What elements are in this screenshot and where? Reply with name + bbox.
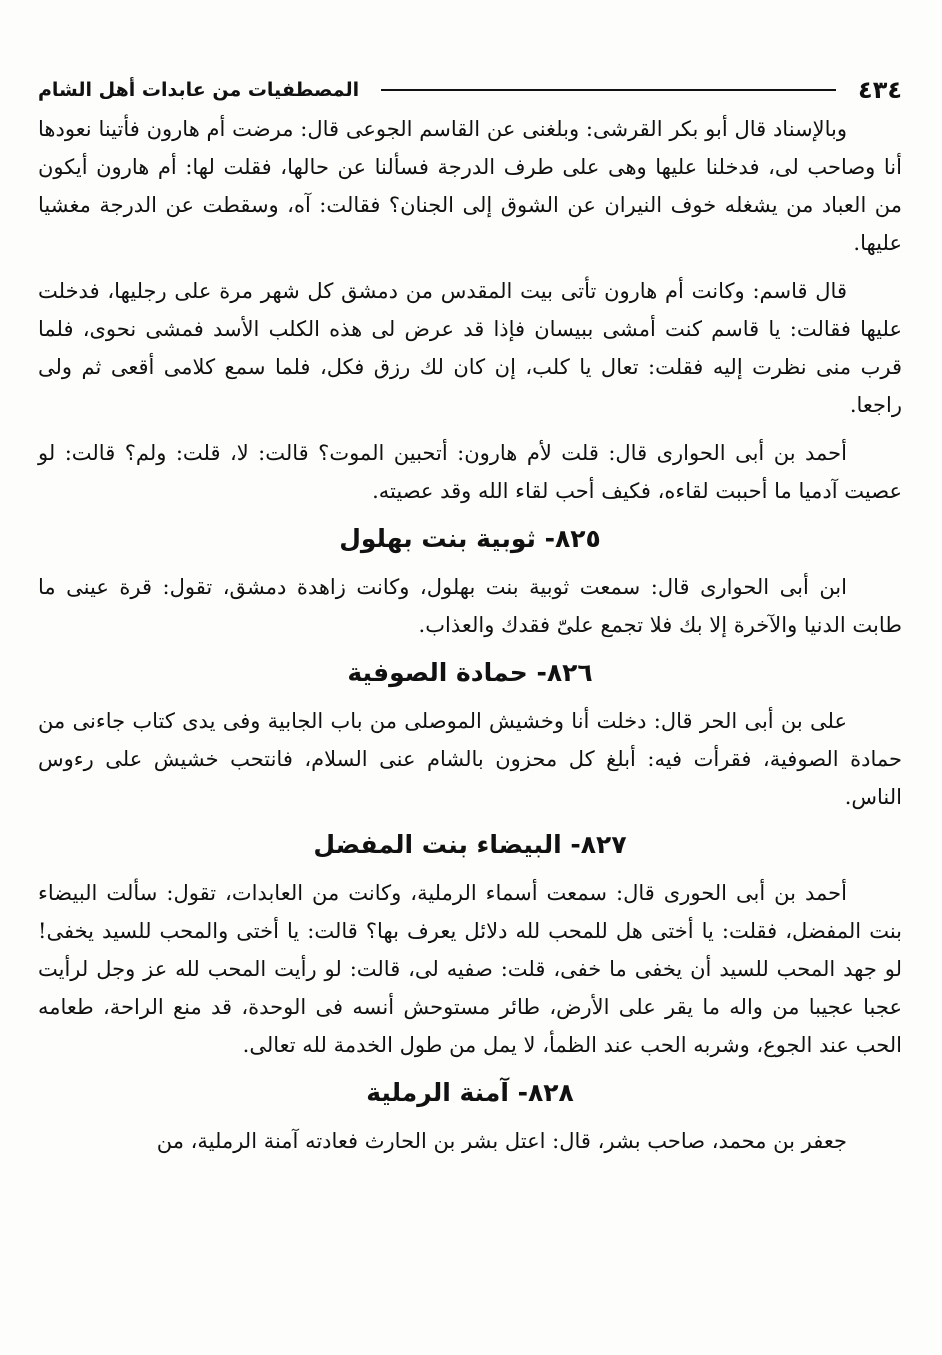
entry-heading: ٨٢٥- ثوبية بنت بهلول bbox=[339, 524, 601, 553]
entry-heading: ٨٢٨- آمنة الرملية bbox=[366, 1078, 574, 1107]
entry-heading: ٨٢٦- حمادة الصوفية bbox=[347, 658, 593, 687]
entry-heading: ٨٢٧- البيضاء بنت المفضل bbox=[313, 830, 627, 859]
text-paragraph: جعفر بن محمد، صاحب بشر، قال: اعتل بشر بن الحارث فعادته آمنة الرملية، من bbox=[156, 1129, 847, 1153]
text-paragraph: على بن أبى الحر قال: دخلت أنا وخشيش الموصلى من باب الجابية وفى يدى كتاب جاءنى من حمادة الصوفية، فقرأت فيه: أبلغ كل محزون بالشام عنى السلام، فانتحب خشيش على رءوس الناس. bbox=[38, 709, 902, 809]
text-paragraph: ابن أبى الحوارى قال: سمعت ثوبية بنت بهلول، وكانت زاهدة دمشق، تقول: قرة عينى ما طابت الدنيا والآخرة إلا بك فلا تجمع علىّ فقدك والعذاب. bbox=[38, 575, 902, 637]
page-number: ٤٣٤ bbox=[858, 76, 902, 104]
text-paragraph: أحمد بن أبى الحورى قال: سمعت أسماء الرملية، وكانت من العابدات، تقول: سألت البيضاء بنت المفضل، فقلت: يا أختى هل للمحب لله دلائل يعرف بها؟ قالت: يا أختى والمحب للسيد يخفى! لو جهد المحب للسيد أن يخفى ما خفى، قلت: صفيه لى، قالت: لو رأيت المحب لله عز وجل لرأيت عجبا عجيبا من واله ما يقر على الأرض، طائر مستوحش أنسه فى الوحدة، قد منع الراحة، طعامه الحب عند الجوع، وشربه الحب عند الظمأ، لا يمل من طول الخدمة لله تعالى. bbox=[38, 881, 902, 1057]
text-paragraph: أحمد بن أبى الحوارى قال: قلت لأم هارون: أتحبين الموت؟ قالت: لا، قلت: ولم؟ قالت: لو عصيت آدميا ما أحببت لقاءه، فكيف أحب لقاء الله وقد عصيته. bbox=[38, 441, 902, 503]
text-paragraph: وبالإسناد قال أبو بكر القرشى: وبلغنى عن القاسم الجوعى قال: مرضت أم هارون فأتينا نعودها أنا وصاحب لى، فدخلنا عليها وهى على طرف الدرجة فسألنا عن حالها، فقلت لها: أم هارون أيكون من العباد من يشغله خوف النيران عن الشوق إلى الجنان؟ فقالت: آه، وسقطت عن الدرجة مغشيا عليها. bbox=[38, 117, 902, 255]
header-rule bbox=[381, 89, 836, 91]
text-paragraph: قال قاسم: وكانت أم هارون تأتى بيت المقدس من دمشق كل شهر مرة على رجليها، فدخلت عليها فقالت: يا قاسم كنت أمشى ببيسان فإذا قد عرض لى هذه الكلب الأسد فمشى نحوى، فلما قرب منى نظرت إليه فقلت: تعال يا كلب، إن كان لك رزق فكل، فلما سمع كلامى أقعى ثم ولى راجعا. bbox=[38, 279, 902, 417]
running-header bbox=[38, 70, 902, 110]
book-title: المصطفيات من عابدات أهل الشام bbox=[38, 79, 360, 101]
page-body bbox=[38, 110, 902, 1160]
